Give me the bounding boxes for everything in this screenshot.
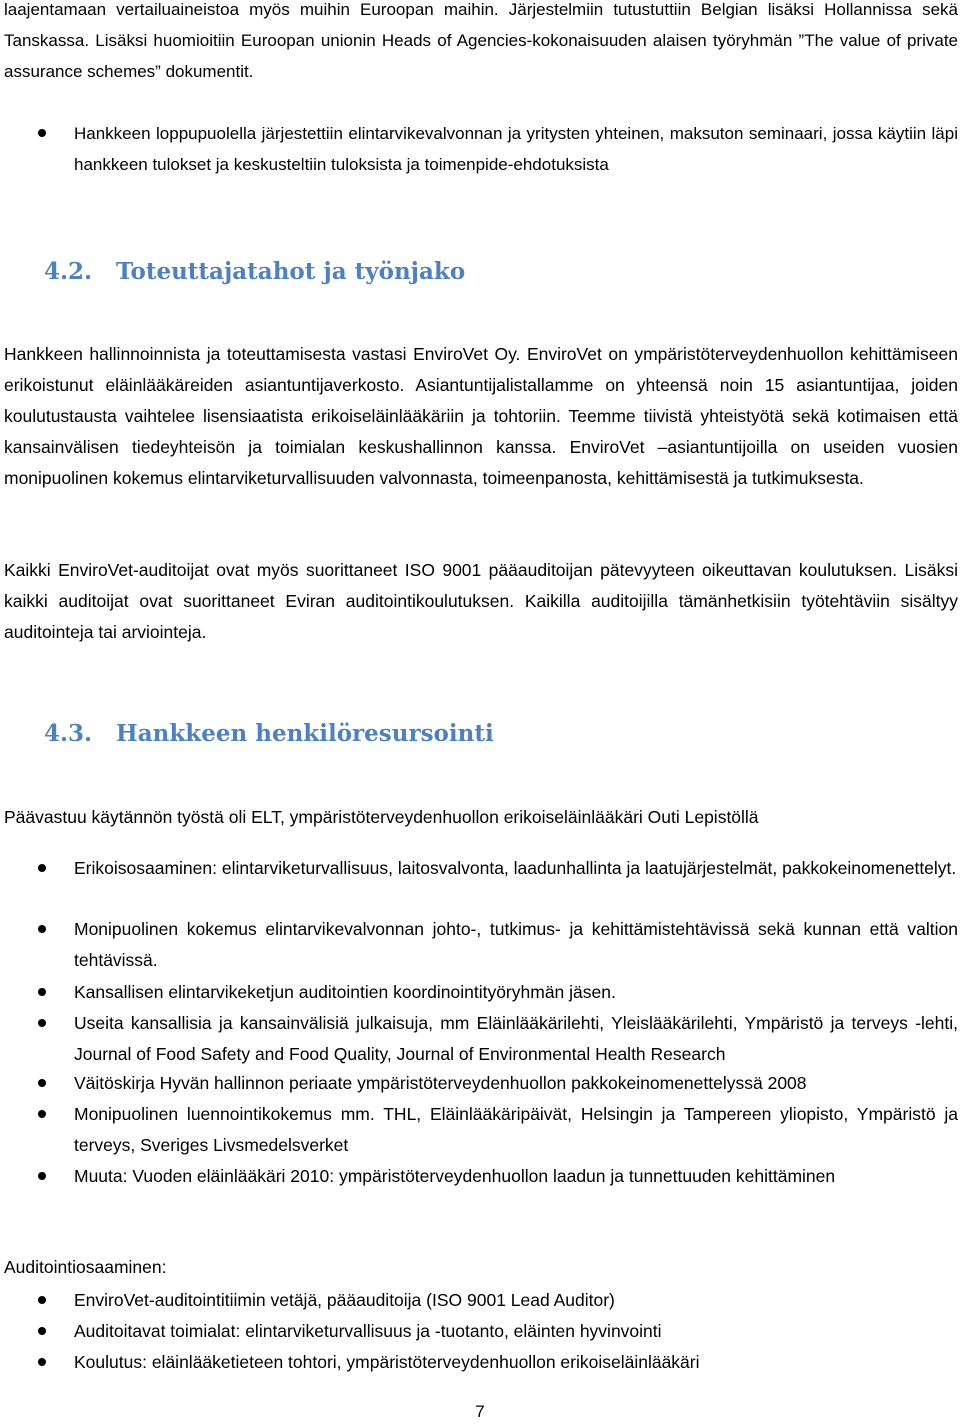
section-number: 4.3. [44,720,93,747]
bullet-icon [38,988,46,996]
bullet-icon [38,1079,46,1087]
bullet-icon [38,1172,46,1180]
intro-paragraph: laajentamaan vertailuaineistoa myös muihin Euroopan maihin. Järjestelmiin tutustuttiin Belgian lisäksi Hollannissa sekä Tanskassa. Lisäksi huomioitiin Euroopan unionin Heads of Agencies-kokonaisuuden alaisen työryhmän ”The value of private assurance schemes” dokumentit. [4,0,958,81]
bullet-icon [38,864,46,872]
list-item: Auditoitavat toimialat: elintarviketurvallisuus ja -tuotanto, eläinten hyvinvointi [74,1321,662,1341]
list-item: Monipuolinen kokemus elintarvikevalvonnan johto-, tutkimus- ja kehittämistehtävissä sekä kunnan että valtion tehtävissä. [74,919,958,970]
list-item: Kansallisen elintarvikeketjun auditointien koordinointityöryhmän jäsen. [74,982,616,1002]
list-item: Muuta: Vuoden eläinlääkäri 2010: ympäristöterveydenhuollon laadun ja tunnettuuden kehittäminen [74,1166,836,1186]
list-item: Koulutus: eläinlääketieteen tohtori, ympäristöterveydenhuollon erikoiseläinlääkäri [74,1352,700,1372]
bullet-icon [38,1019,46,1027]
section-heading-4-2 [44,258,465,285]
bullet-icon [38,1327,46,1335]
seminar-bullet: Hankkeen loppupuolella järjestettiin elintarvikevalvonnan ja yritysten yhteinen, maksuton seminaari, jossa käytiin läpi hankkeen tulokset ja keskusteltiin tuloksista ja toimenpide-ehdotuksista [74,124,958,174]
bullet-icon [38,1296,46,1304]
bullet-icon [38,1110,46,1118]
bullet-icon [38,1358,46,1366]
responsibility-paragraph: Päävastuu käytännön työstä oli ELT, ympäristöterveydenhuollon erikoiseläinlääkäri Outi Lepistöllä [4,807,759,827]
list-item: Useita kansallisia ja kansainvälisiä julkaisuja, mm Eläinlääkärilehti, Yleislääkärilehti, Ympäristö ja terveys -lehti, Journal of Food Safety and Food Quality, Journal of Environmental Health Research [74,1013,958,1064]
list-item: Väitöskirja Hyvän hallinnon periaate ympäristöterveydenhuollon pakkokeinomenettelyssä 2008 [74,1073,807,1093]
bullet-icon [38,129,46,137]
section-title: Hankkeen henkilöresursointi [116,720,494,747]
organisation-paragraph: Hankkeen hallinnoinnista ja toteuttamisesta vastasi EnviroVet Oy. EnviroVet on ympäristöterveydenhuollon kehittämiseen erikoistunut eläinlääkäreiden asiantuntijaverkosto. Asiantuntijalistallamme on yhteensä noin 15 asiantuntijaa, joiden koulutustausta vaihtelee lisensiaatista erikoiseläinlääkäriin ja tohtoriin. Teemme tiivistä yhteistyötä sekä kotimaisen että kansainvälisen tiedeyhteisön ja toimialan keskushallinnon kanssa. EnviroVet –asiantuntijoilla on useiden vuosien monipuolinen kokemus elintarviketurvallisuuden valvonnasta, toimeenpanosta, kehittämisestä ja tutkimuksesta. [4,344,958,488]
page-number: 7 [475,1402,485,1421]
auditor-paragraph: Kaikki EnviroVet-auditoijat ovat myös suorittaneet ISO 9001 pääauditoijan pätevyyteen oikeuttavan koulutuksen. Lisäksi kaikki auditoijat ovat suorittaneet Eviran auditointikoulutuksen. Kaikilla auditoijilla tämänhetkisiin työtehtäviin sisältyy auditointeja tai arviointeja. [4,560,958,642]
list-item: Monipuolinen luennointikokemus mm. THL, Eläinlääkäripäivät, Helsingin ja Tampereen yliopisto, Ympäristö ja terveys, Sveriges Livsmedelsverket [74,1104,958,1155]
section-heading-4-3 [44,720,494,747]
section-number: 4.2. [44,258,93,285]
audit-label: Auditointiosaaminen: [4,1257,167,1277]
list-item: EnviroVet-auditointitiimin vetäjä, pääauditoija (ISO 9001 Lead Auditor) [74,1290,615,1310]
section-title: Toteuttajatahot ja työnjako [116,258,466,285]
list-item: Erikoisosaaminen: elintarviketurvallisuus, laitosvalvonta, laadunhallinta ja laatujärjestelmät, pakkokeinomenettelyt. [74,858,957,878]
bullet-icon [38,925,46,933]
